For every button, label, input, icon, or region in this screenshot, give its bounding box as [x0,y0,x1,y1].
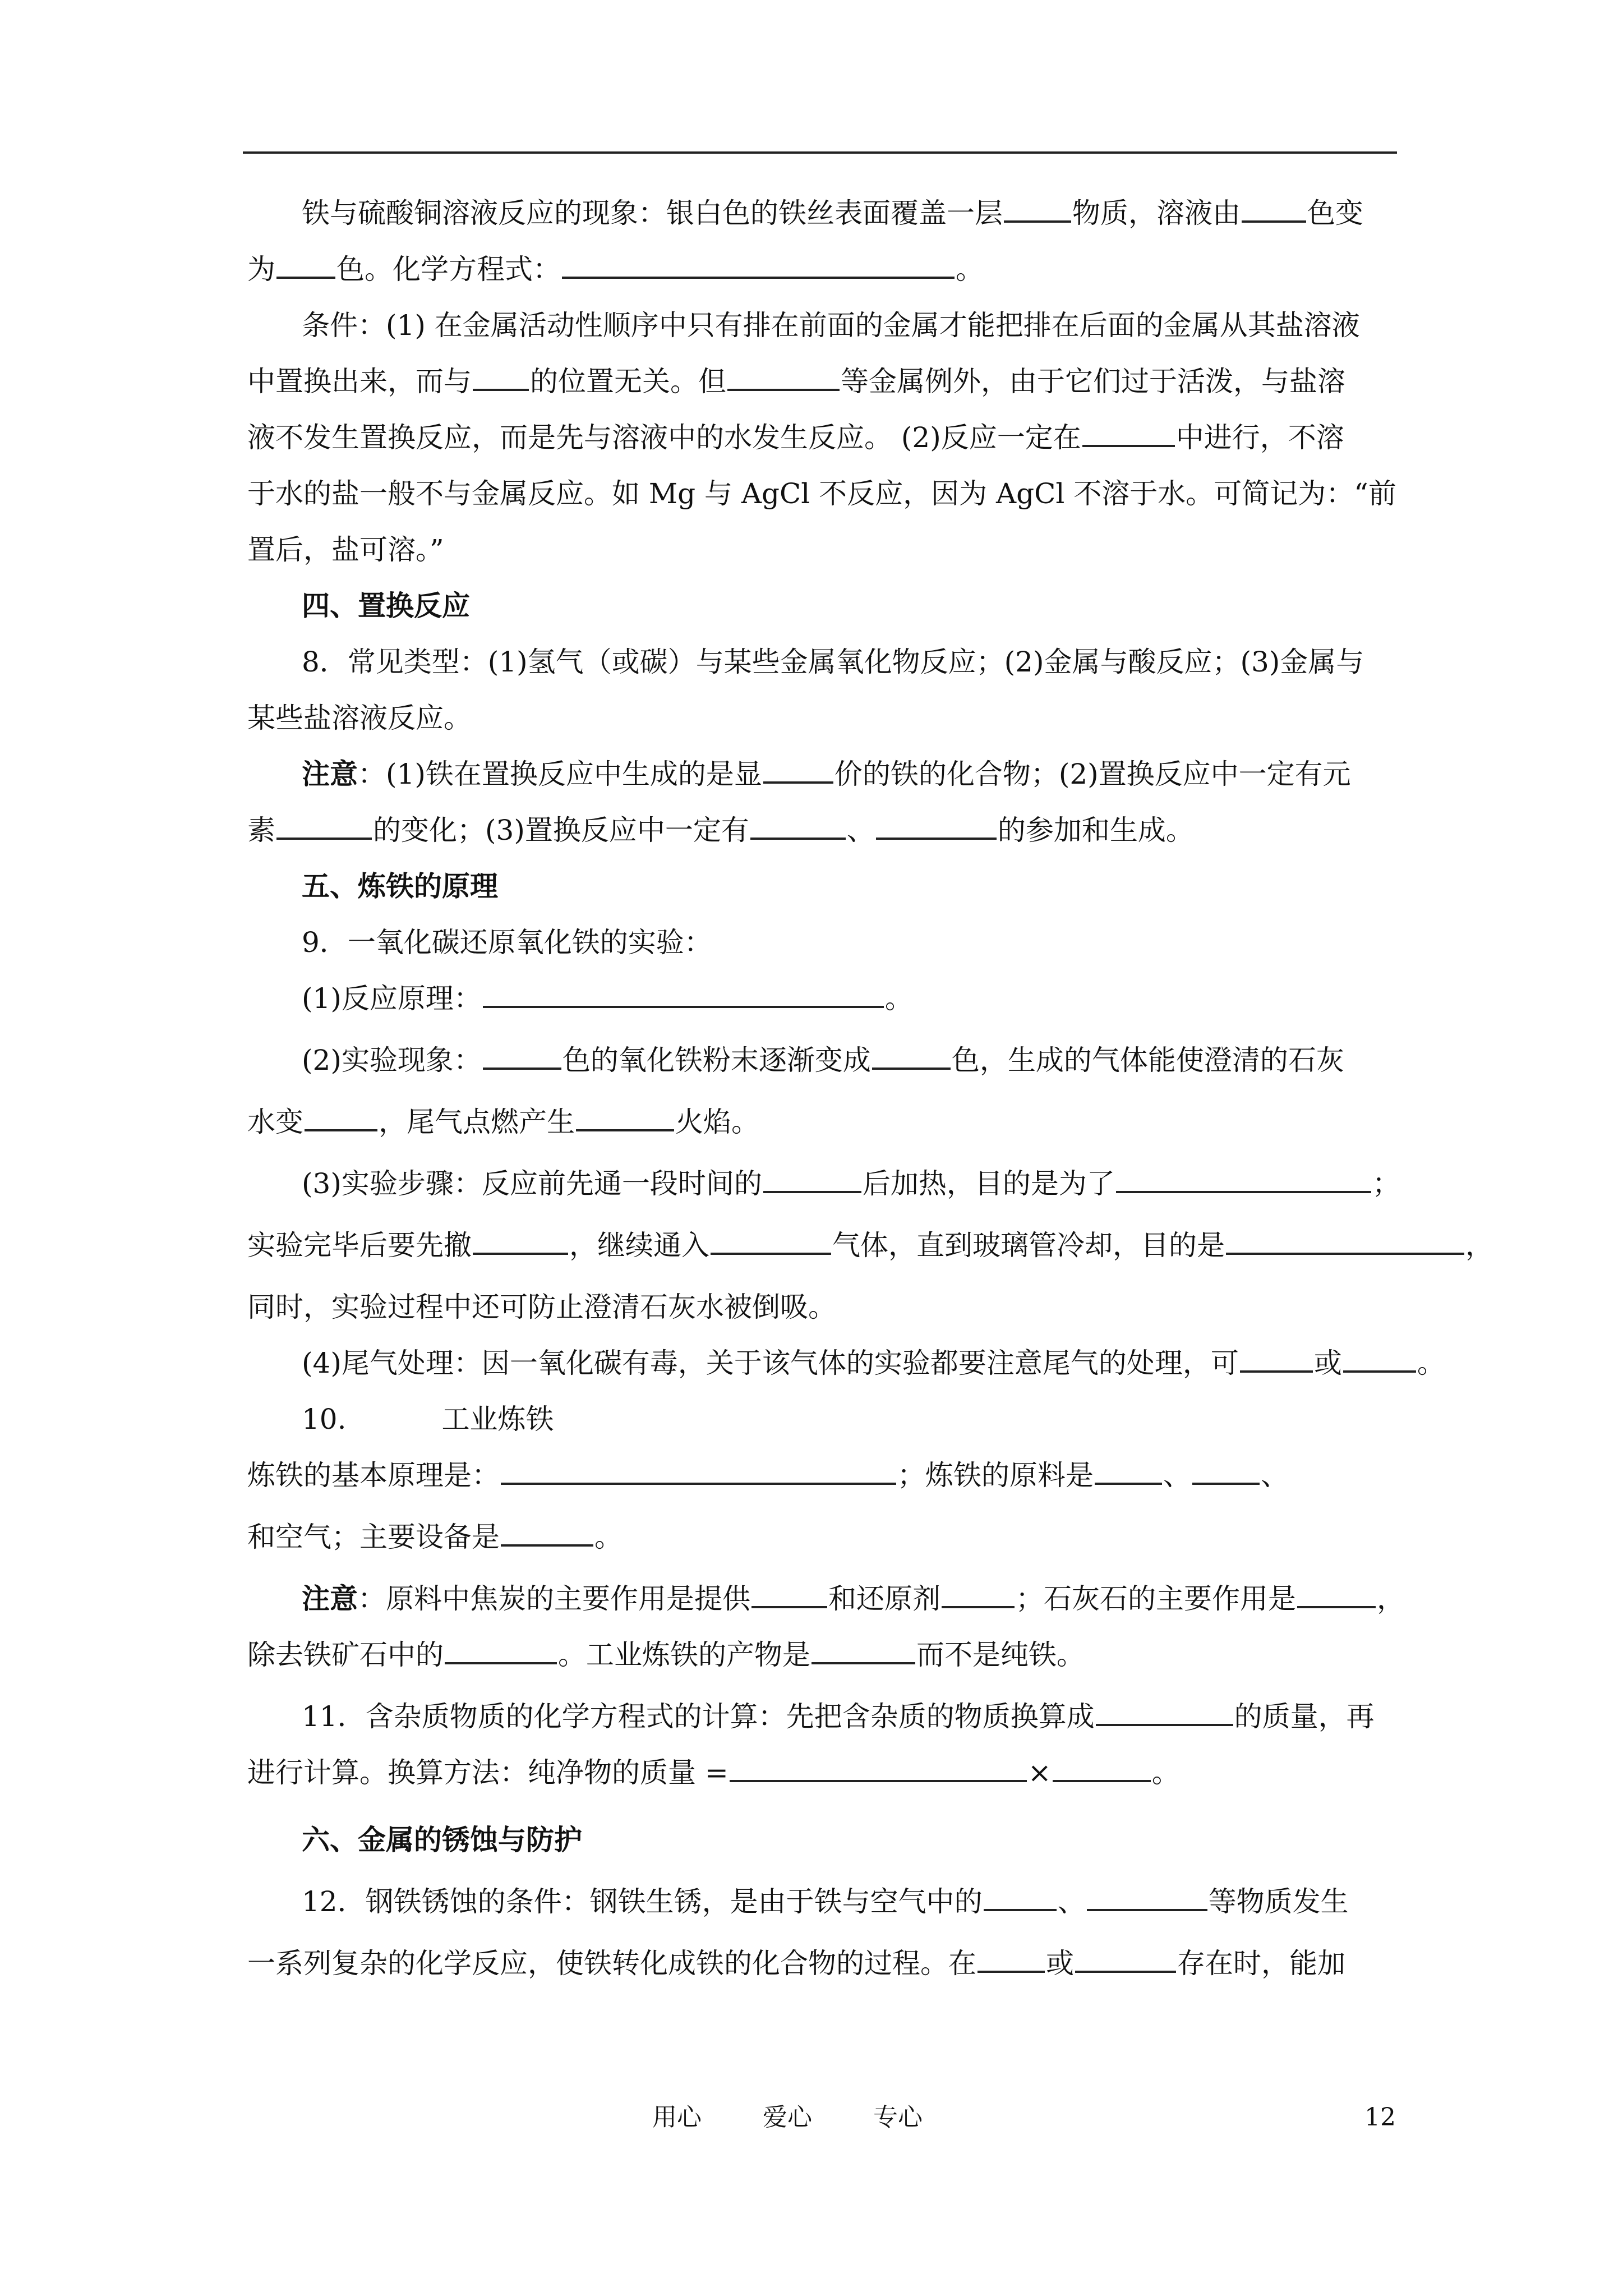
blank [1075,1944,1176,1973]
text-line: (4)尾气处理：因一氧化碳有毒，关于该气体的实验都要注意尾气的处理，可 或 。 [302,1343,1445,1383]
section-heading: 六、金属的锈蚀与防护 [302,1823,582,1856]
text-line: 8．常见类型：(1)氢气（或碳）与某些金属氧化物反应；(2)金属与酸反应；(3)金属与 [302,646,1364,678]
blank [763,1164,861,1193]
text-line: (2)实验现象： 色的氧化铁粉末逐渐变成 色，生成的气体能使澄清的石灰 [302,1041,1344,1080]
text-line: 置后，盐可溶。” [247,533,444,566]
blank [1116,1164,1371,1193]
text-line: 某些盐溶液反应。 [247,702,472,734]
blank [751,1579,827,1608]
blank [501,1517,593,1547]
text-line: 铁与硫酸铜溶液反应的现象：银白色的铁丝表面覆盖一层 物质，溶液由 色变 [302,194,1363,233]
blank [501,1456,896,1485]
blank [1297,1579,1376,1608]
text-line: 注意：原料中焦炭的主要作用是提供 和还原剂 ；石灰石的主要作用是 ， [302,1579,1405,1618]
blank [473,1226,568,1255]
blank [562,250,955,279]
blank [1082,418,1175,447]
blank [1087,1882,1207,1911]
blank [1095,1456,1162,1485]
blank [978,1944,1045,1973]
text-line: 一系列复杂的化学反应，使铁转化成铁的化合物的过程。在 或 存在时，能加 [247,1944,1345,1983]
header-rule [243,151,1397,154]
blank [1343,1343,1416,1373]
blank [984,1882,1057,1911]
blank [445,1635,557,1664]
blank [750,811,846,840]
text-line: 注意：(1)铁在置换反应中生成的是显 价的铁的化合物；(2)置换反应中一定有元 [302,754,1351,794]
footer-motto-1: 用心 [652,2103,702,2132]
footer-motto-3: 专心 [873,2103,923,2132]
text-line: (3)实验步骤：反应前先通一段时间的 后加热，目的是为了 ； [302,1164,1400,1203]
text-line: 条件：(1) 在金属活动性顺序中只有排在前面的金属才能把排在后面的金属从其盐溶液 [302,309,1360,342]
blank [276,811,372,840]
blank [811,1635,915,1664]
page-number: 12 [1364,2103,1396,2132]
text-line: 为 色。化学方程式： 。 [247,250,984,289]
blank [1226,1226,1464,1255]
text-line: 12．钢铁锈蚀的条件：钢铁生锈，是由于铁与空气中的 、 等物质发生 [302,1882,1349,1921]
text-line: 液不发生置换反应，而是先与溶液中的水发生反应。 (2)反应一定在 中进行，不溶 [247,418,1344,457]
text-line: 9．一氧化碳还原氧化铁的实验： [302,926,712,959]
blank [763,754,833,784]
text-line: 素 的变化；(3)置换反应中一定有 、 的参加和生成。 [247,811,1194,850]
blank [1053,1753,1151,1782]
blank [276,250,335,279]
blank [576,1102,674,1131]
text-line: (1)反应原理： 。 [302,979,913,1018]
text-line: 炼铁的基本原理是： ；炼铁的原料是 、 、 [247,1456,1289,1495]
text-line: 10. 工业炼铁 [302,1403,554,1435]
blank [1240,1343,1313,1373]
text-line: 实验完毕后要先撤 ，继续通入 气体，直到玻璃管冷却，目的是 ， [247,1226,1493,1265]
blank [305,1102,377,1131]
blank [1192,1456,1260,1485]
blank [1004,194,1071,223]
text-line: 进行计算。换算方法：纯净物的质量 = × 。 [247,1753,1180,1792]
text-line: 和空气；主要设备是 。 [247,1517,623,1557]
text-line: 中置换出来，而与 的位置无关。但 等金属例外，由于它们过于活泼，与盐溶 [247,362,1345,401]
text-line: 11．含杂质物质的化学方程式的计算：先把含杂质的物质换算成 的质量，再 [302,1697,1375,1736]
section-heading: 五、炼铁的原理 [302,869,498,903]
blank [872,1041,951,1070]
blank [483,1041,561,1070]
blank [730,1753,1027,1782]
blank [942,1579,1015,1608]
text-line: 于水的盐一般不与金属反应。如 Mg 与 AgCl 不反应，因为 AgCl 不溶于水。可简记为：“前 [247,477,1396,510]
blank [1096,1697,1233,1726]
blank [711,1226,831,1255]
section-heading: 四、置换反应 [302,589,470,622]
blank [727,362,840,391]
blank [473,362,529,391]
footer-motto-2: 爱心 [763,2103,812,2132]
blank [1242,194,1306,223]
blank [483,979,884,1008]
text-line: 同时，实验过程中还可防止澄清石灰水被倒吸。 [247,1291,836,1323]
blank [876,811,997,840]
text-line: 水变 ，尾气点燃产生 火焰。 [247,1102,759,1142]
text-line: 除去铁矿石中的 。工业炼铁的产物是 而不是纯铁。 [247,1635,1085,1674]
